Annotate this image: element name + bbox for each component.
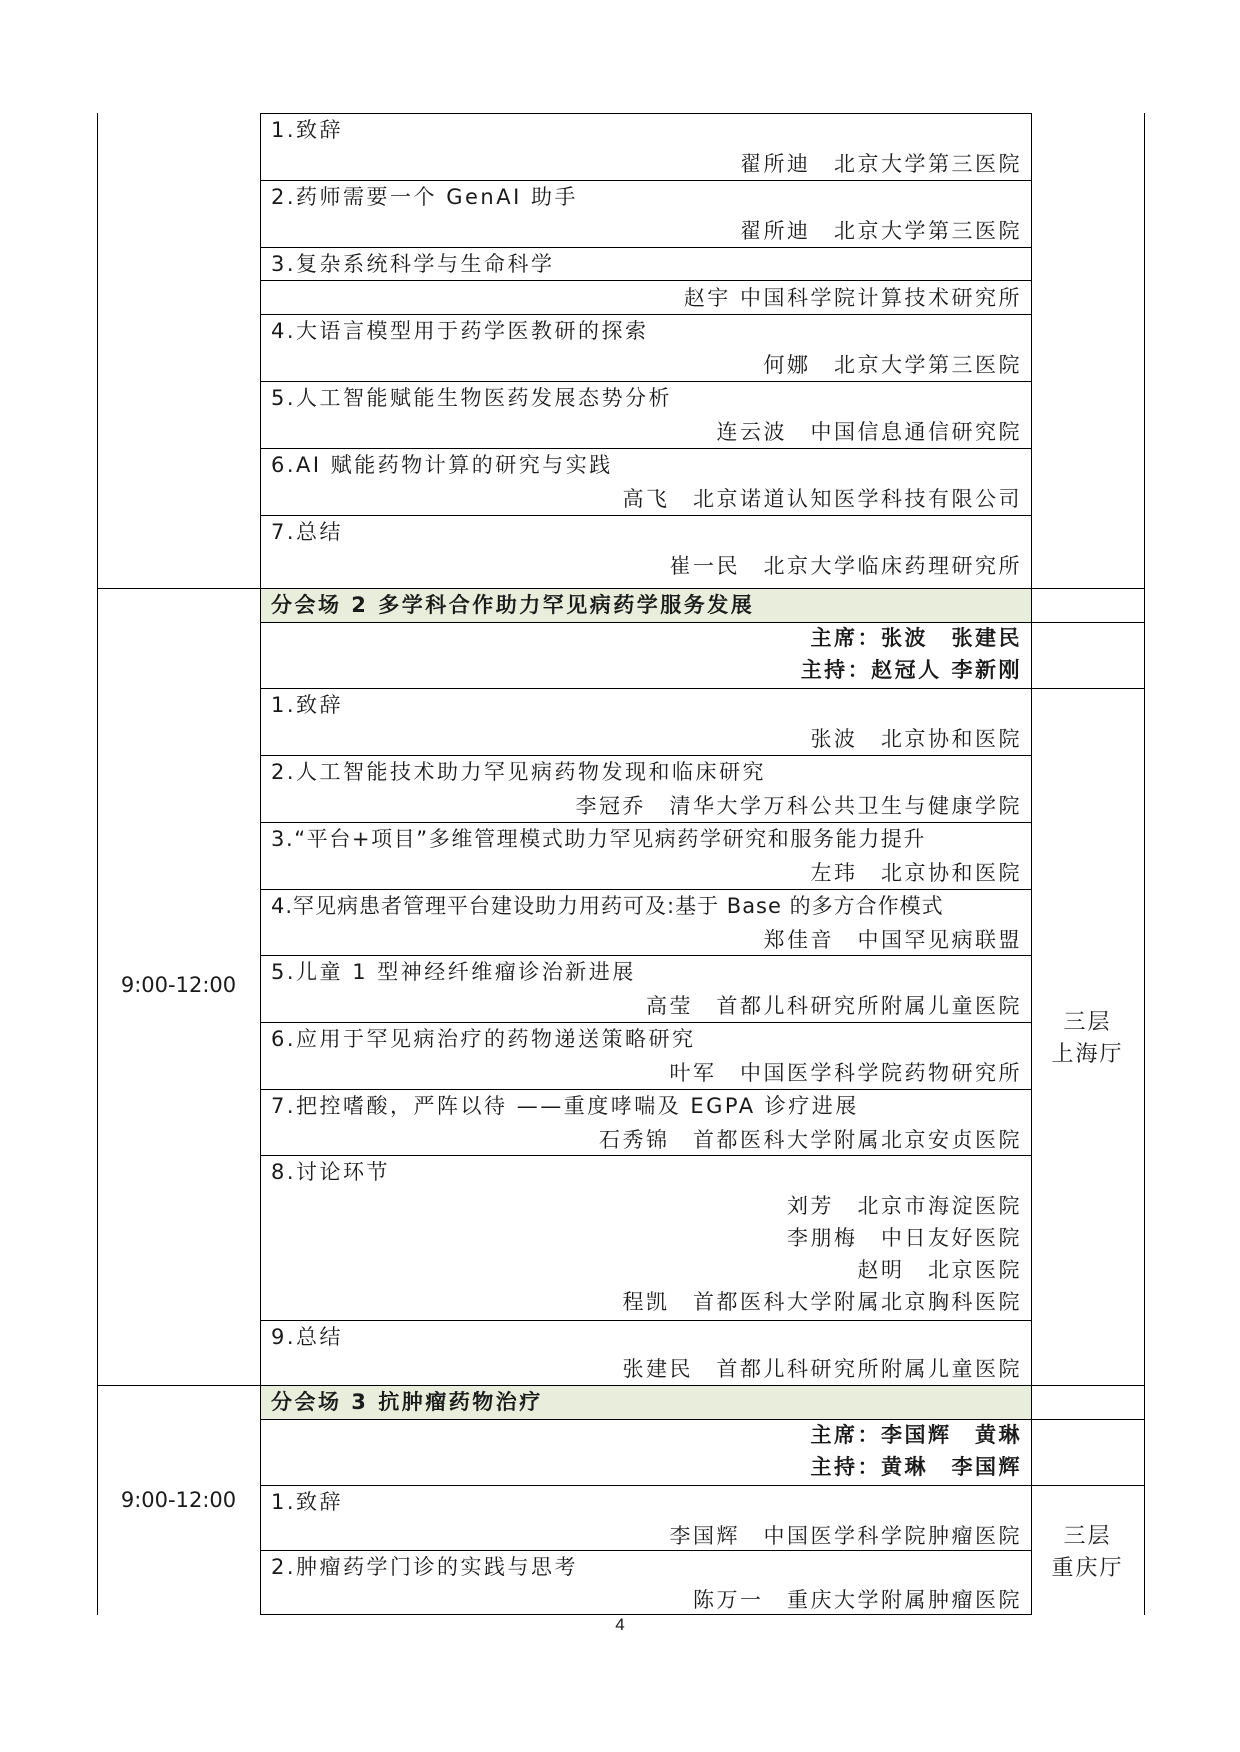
session-item-speaker: 连云波 中国信息通信研究院 xyxy=(716,420,1022,444)
session-chair: 主席：张波 张建民 xyxy=(810,626,1022,650)
session-item-title: 5.儿童 1 型神经纤维瘤诊治新进展 xyxy=(271,960,636,984)
session-item-speaker: 赵宇 中国科学院计算技术研究所 xyxy=(683,286,1022,310)
session-item-title: 1.致辞 xyxy=(271,118,344,142)
session-item-speaker: 程凯 首都医科大学附属北京胸科医院 xyxy=(622,1290,1022,1314)
session-item-title: 6.AI 赋能药物计算的研究与实践 xyxy=(271,453,613,477)
session-host: 主持：黄琳 李国辉 xyxy=(810,1455,1022,1479)
venue-room: 上海厅 xyxy=(1051,1042,1124,1067)
session-host: 主持：赵冠人 李新刚 xyxy=(800,658,1022,682)
session-item-speaker: 李国辉 中国医学科学院肿瘤医院 xyxy=(669,1524,1022,1548)
session-item-speaker: 张建民 首都儿科研究所附属儿童医院 xyxy=(622,1357,1022,1381)
venue-floor: 三层 xyxy=(1063,1524,1112,1549)
session-item-title: 2.肿瘤药学门诊的实践与思考 xyxy=(271,1555,579,1579)
session-time: 9:00-12:00 xyxy=(120,973,237,997)
session-item-speaker: 翟所迪 北京大学第三医院 xyxy=(740,152,1022,176)
session-item-speaker: 高莹 首都儿科研究所附属儿童医院 xyxy=(646,994,1022,1018)
venue-room: 重庆厅 xyxy=(1051,1556,1124,1581)
session-time: 9:00-12:00 xyxy=(120,1488,237,1512)
session-item-title: 1.致辞 xyxy=(271,1490,344,1514)
session-chair: 主席：李国辉 黄琳 xyxy=(810,1423,1022,1447)
session-item-title: 1.致辞 xyxy=(271,693,344,717)
session-header: 分会场 3 抗肿瘤药物治疗 xyxy=(271,1390,543,1414)
session-item-title: 7.总结 xyxy=(271,520,344,544)
session-item-title: 3.复杂系统科学与生命科学 xyxy=(271,252,555,276)
session-item-title: 4.罕见病患者管理平台建设助力用药可及:基于 Base 的多方合作模式 xyxy=(271,894,944,918)
page-number: 4 xyxy=(615,1615,625,1634)
session-item-speaker: 李冠乔 清华大学万科公共卫生与健康学院 xyxy=(575,794,1022,818)
session-item-speaker: 张波 北京协和医院 xyxy=(810,727,1022,751)
session-item-title: 3.“平台+项目”多维管理模式助力罕见病药学研究和服务能力提升 xyxy=(271,827,926,851)
session-item-title: 4.大语言模型用于药学医教研的探索 xyxy=(271,319,649,343)
session-item-title: 2.人工智能技术助力罕见病药物发现和临床研究 xyxy=(271,760,767,784)
session-item-speaker: 崔一民 北京大学临床药理研究所 xyxy=(669,554,1022,578)
session-header: 分会场 2 多学科合作助力罕见病药学服务发展 xyxy=(271,593,755,617)
session-item-speaker: 翟所迪 北京大学第三医院 xyxy=(740,219,1022,243)
session-item-speaker: 李朋梅 中日友好医院 xyxy=(787,1226,1022,1250)
session-item-speaker: 高飞 北京诺道认知医学科技有限公司 xyxy=(622,487,1022,511)
session-item-speaker: 郑佳音 中国罕见病联盟 xyxy=(763,928,1022,952)
session-item-speaker: 何娜 北京大学第三医院 xyxy=(763,353,1022,377)
session-item-speaker: 左玮 北京协和医院 xyxy=(810,861,1022,885)
session-item-title: 9.总结 xyxy=(271,1325,344,1349)
session-item-speaker: 叶军 中国医学科学院药物研究所 xyxy=(669,1061,1022,1085)
session-item-title: 6.应用于罕见病治疗的药物递送策略研究 xyxy=(271,1027,696,1051)
session-item-title: 8.讨论环节 xyxy=(271,1160,391,1184)
session-item-title: 7.把控嗜酸，严阵以待 ——重度哮喘及 EGPA 诊疗进展 xyxy=(271,1094,859,1118)
venue-floor: 三层 xyxy=(1063,1010,1112,1035)
session-item-speaker: 石秀锦 首都医科大学附属北京安贞医院 xyxy=(599,1128,1022,1152)
session-item-speaker: 陈万一 重庆大学附属肿瘤医院 xyxy=(693,1588,1022,1612)
session-item-speaker: 赵明 北京医院 xyxy=(857,1258,1022,1282)
session-item-title: 5.人工智能赋能生物医药发展态势分析 xyxy=(271,386,673,410)
session-item-speaker: 刘芳 北京市海淀医院 xyxy=(787,1194,1022,1218)
session-item-title: 2.药师需要一个 GenAI 助手 xyxy=(271,185,578,209)
